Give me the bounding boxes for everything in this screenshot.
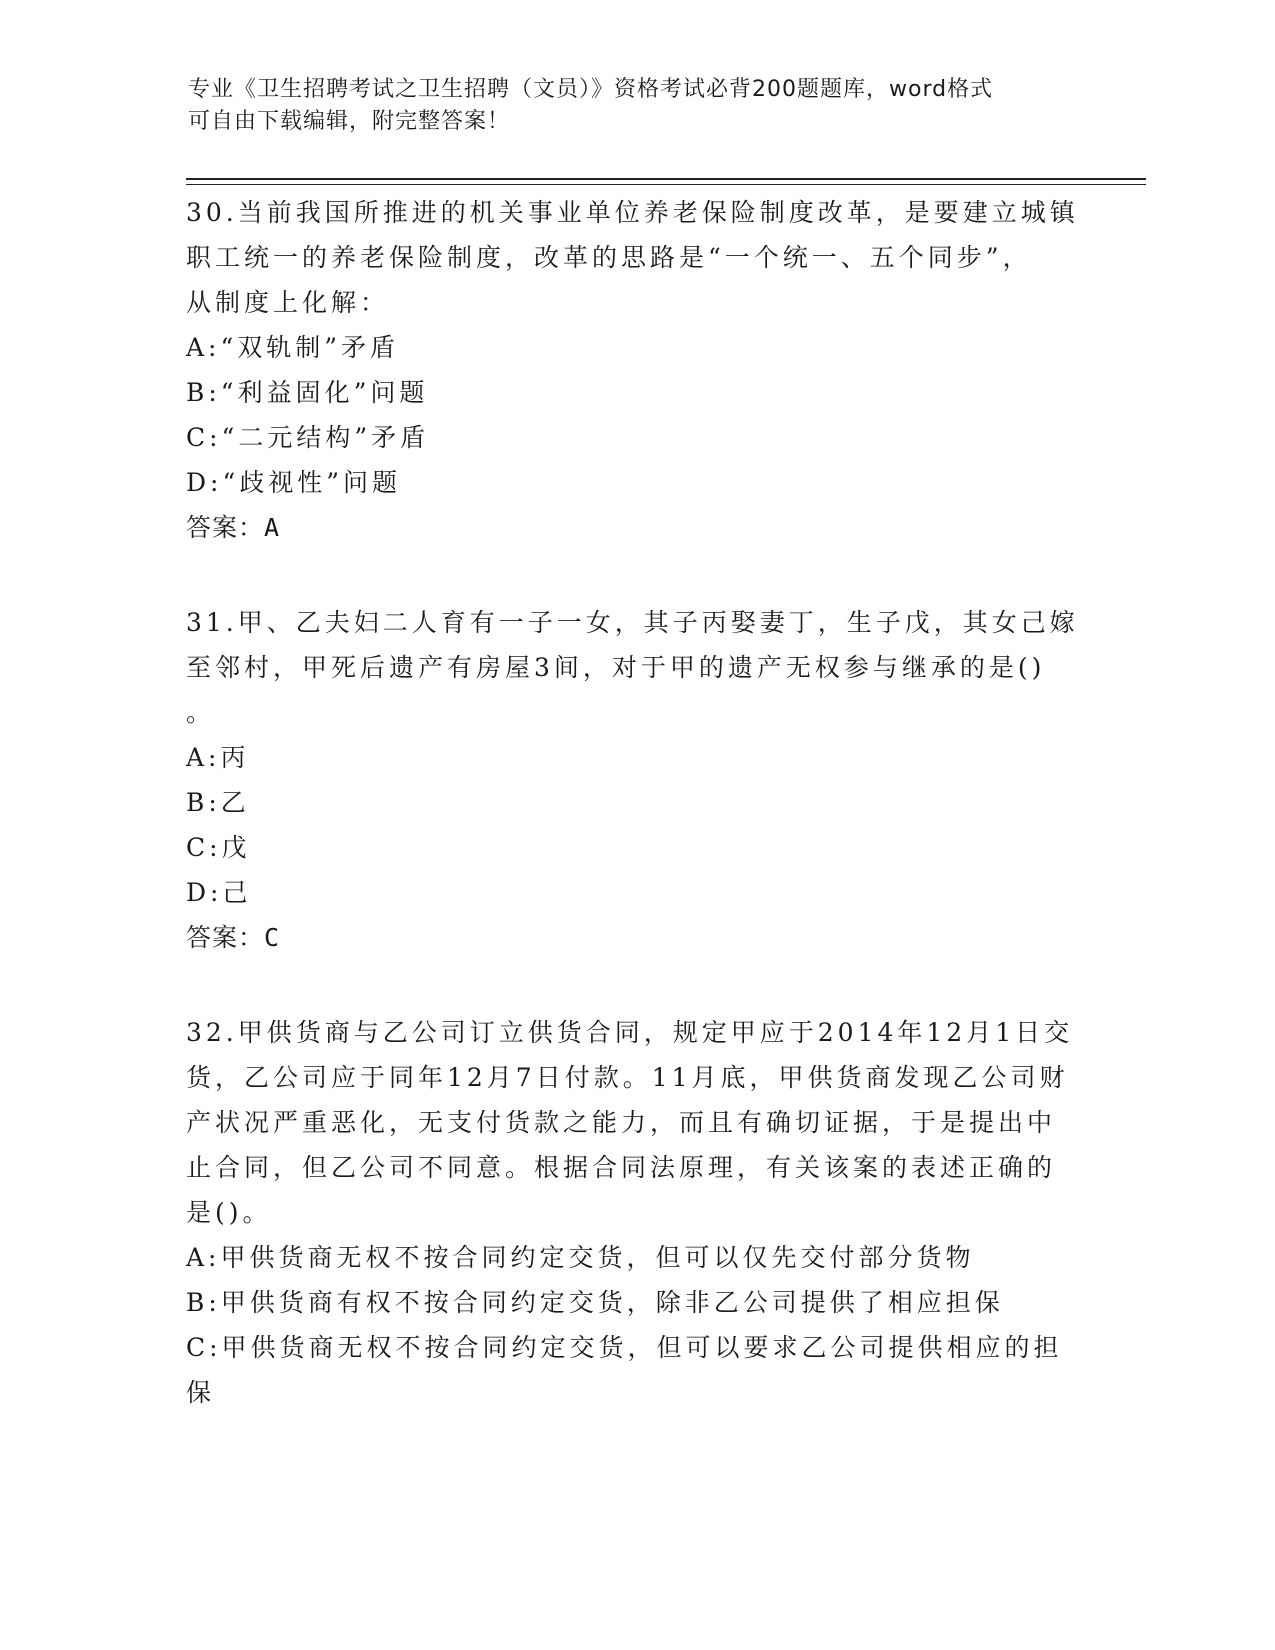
question-stem-line: 产状况严重恶化，无支付货款之能力，而且有确切证据，于是提出中 [186, 1108, 1057, 1137]
option-d: D:己 [186, 878, 252, 907]
question-list [186, 190, 1086, 1464]
answer [186, 915, 1086, 961]
option-a: A:“双轨制”矛盾 [186, 333, 400, 362]
option-a: A:甲供货商无权不按合同约定交货，但可以仅先交付部分货物 [186, 1243, 975, 1272]
answer-value: A [264, 513, 281, 542]
header-line: 可自由下载编辑，附完整答案！ [188, 109, 511, 134]
question-stem-line: 货，乙公司应于同年12月7日付款。11月底，甲供货商发现乙公司财 [186, 1063, 1069, 1092]
question-stem-line: 是()。 [186, 1198, 272, 1227]
option-b: B:甲供货商有权不按合同约定交货，除非乙公司提供了相应担保 [186, 1288, 1004, 1317]
question-stem-line: 止合同，但乙公司不同意。根据合同法原理，有关该案的表述正确的 [186, 1153, 1057, 1182]
document-header [188, 74, 1068, 138]
option-d: D:“歧视性”问题 [186, 468, 402, 497]
question-stem-line: 至邻村，甲死后遗产有房屋3间，对于甲的遗产无权参与继承的是() [186, 653, 1046, 682]
question-stem-line: 32.甲供货商与乙公司订立供货合同，规定甲应于2014年12月1日交 [186, 1018, 1074, 1047]
header-divider-thin [186, 184, 1146, 185]
option-c: C:甲供货商无权不按合同约定交货，但可以要求乙公司提供相应的担 [186, 1333, 1063, 1362]
header-divider [186, 178, 1146, 180]
answer-value: C [264, 923, 281, 952]
header-line: 专业《卫生招聘考试之卫生招聘（文员）》资格考试必背200题题库，word格式 [188, 77, 994, 102]
question-31 [186, 600, 1086, 961]
question-stem-line: 31.甲、乙夫妇二人育有一子一女，其子丙娶妻丁，生子戊，其女己嫁 [186, 608, 1079, 637]
answer-label: 答案： [186, 513, 265, 542]
option-c-continued: 保 [186, 1378, 216, 1407]
answer [186, 505, 1086, 551]
option-c: C:戊 [186, 833, 251, 862]
option-a: A:丙 [186, 743, 250, 772]
question-stem-line: 职工统一的养老保险制度，改革的思路是“一个统一、五个同步”， [186, 243, 1032, 272]
option-c: C:“二元结构”矛盾 [186, 423, 430, 452]
question-stem-line: 。 [186, 698, 216, 727]
question-30 [186, 190, 1086, 551]
option-b: B:乙 [186, 788, 250, 817]
option-b: B:“利益固化”问题 [186, 378, 429, 407]
question-stem-line: 30.当前我国所推进的机关事业单位养老保险制度改革，是要建立城镇 [186, 198, 1079, 227]
question-stem-line: 从制度上化解： [186, 288, 390, 317]
question-32 [186, 1010, 1086, 1415]
answer-label: 答案： [186, 923, 265, 952]
